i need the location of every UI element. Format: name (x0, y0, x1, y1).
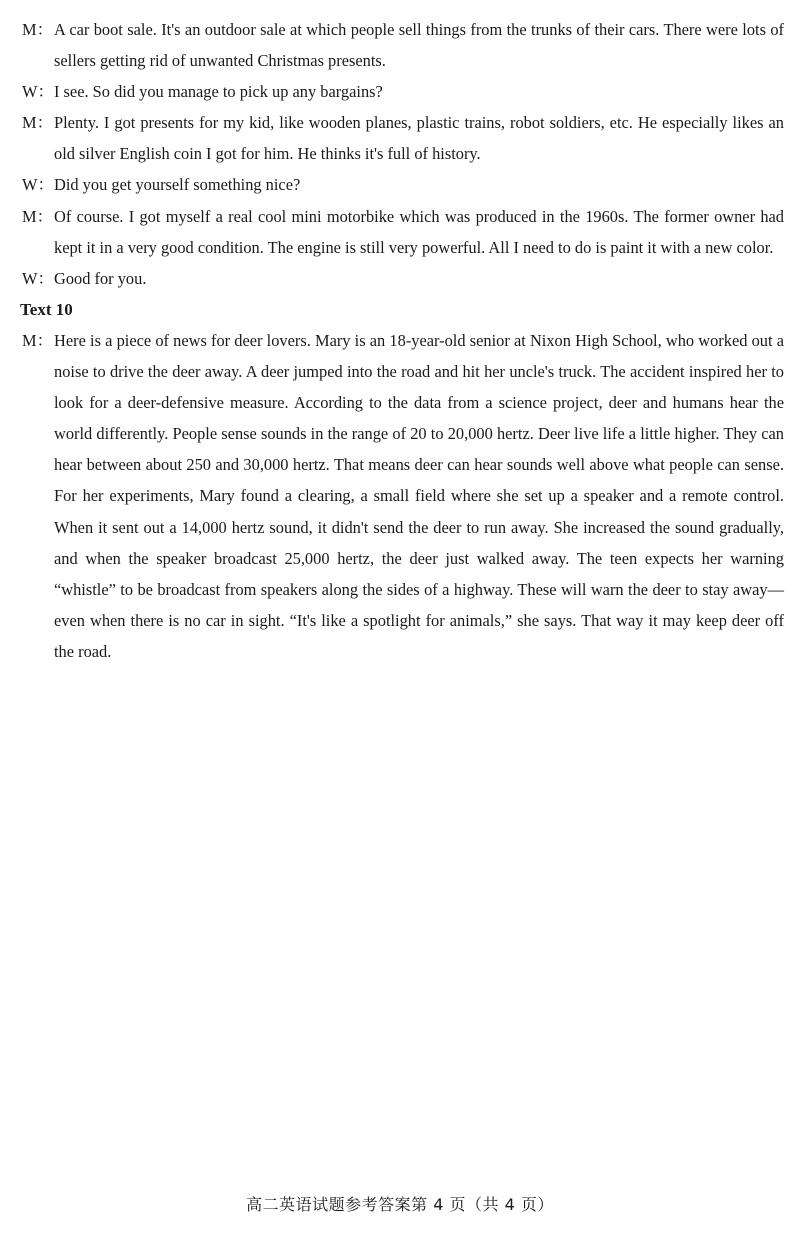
turn-text: Good for you. (54, 268, 147, 288)
dialogue-turn-4 (22, 169, 784, 200)
speaker-label: W： (22, 268, 54, 288)
turn-text: Here is a piece of news for deer lovers. Mary is an 18-year-old senior at Nixon High School, who worked out a noise to drive the deer away. A deer jumped into the road and hit her uncle's truck. The accident inspired her to look for a deer-defensive measure. According to the data from a science project, deer and humans hear the world differently. People sense sounds in the range of 20 to 20,000 hertz. Deer live life a little higher. They can hear between about 250 and 30,000 hertz. That means deer can hear sounds well above what people can sense. For her experiments, Mary found a clearing, a small field where she set up a speaker and a remote control. When it sent out a 14,000 hertz sound, it didn't send the deer to run away. She increased the sound gradually, and when the speaker broadcast 25,000 hertz, the deer just walked away. The teen expects her warning “whistle” to be broadcast from speakers along the sides of a highway. These will warn the deer to stay away—even when there is no car in sight. “It's like a spotlight for animals,” she says. That way it may keep deer off the road. (54, 330, 784, 661)
turn-text: I see. So did you manage to pick up any bargains? (54, 82, 383, 102)
dialogue-turn-6 (22, 263, 784, 294)
page-footer: 高二英语试题参考答案第 4 页（共 4 页） (246, 1195, 554, 1214)
speaker-label: W： (22, 82, 54, 102)
text10-monologue (22, 325, 784, 667)
dialogue-turn-2 (22, 76, 784, 107)
speaker-label: W： (22, 175, 54, 195)
dialogue-turn-1 (22, 14, 784, 76)
turn-text: Plenty. I got presents for my kid, like wooden planes, plastic trains, robot soldiers, etc. He especially likes an old silver English coin I got for him. He thinks it's full of history. (54, 113, 784, 164)
speaker-label: M： (22, 113, 53, 133)
dialogue-turn-5 (22, 201, 784, 263)
turn-text: Of course. I got myself a real cool mini motorbike which was produced in the 1960s. The former owner had kept it in a very good condition. The engine is still very powerful. All I need to do is paint it with a new color. (54, 206, 784, 257)
transcript (22, 14, 784, 667)
turn-text: Did you get yourself something nice? (54, 175, 301, 195)
section-heading: Text 10 (20, 299, 73, 319)
turn-text: A car boot sale. It's an outdoor sale at which people sell things from the trunks of their cars. There were lots of sellers getting rid of unwanted Christmas presents. (54, 20, 784, 71)
speaker-label: M： (22, 206, 53, 226)
speaker-label: M： (22, 20, 53, 39)
speaker-label: M： (22, 330, 53, 350)
dialogue-turn-3 (22, 107, 784, 169)
